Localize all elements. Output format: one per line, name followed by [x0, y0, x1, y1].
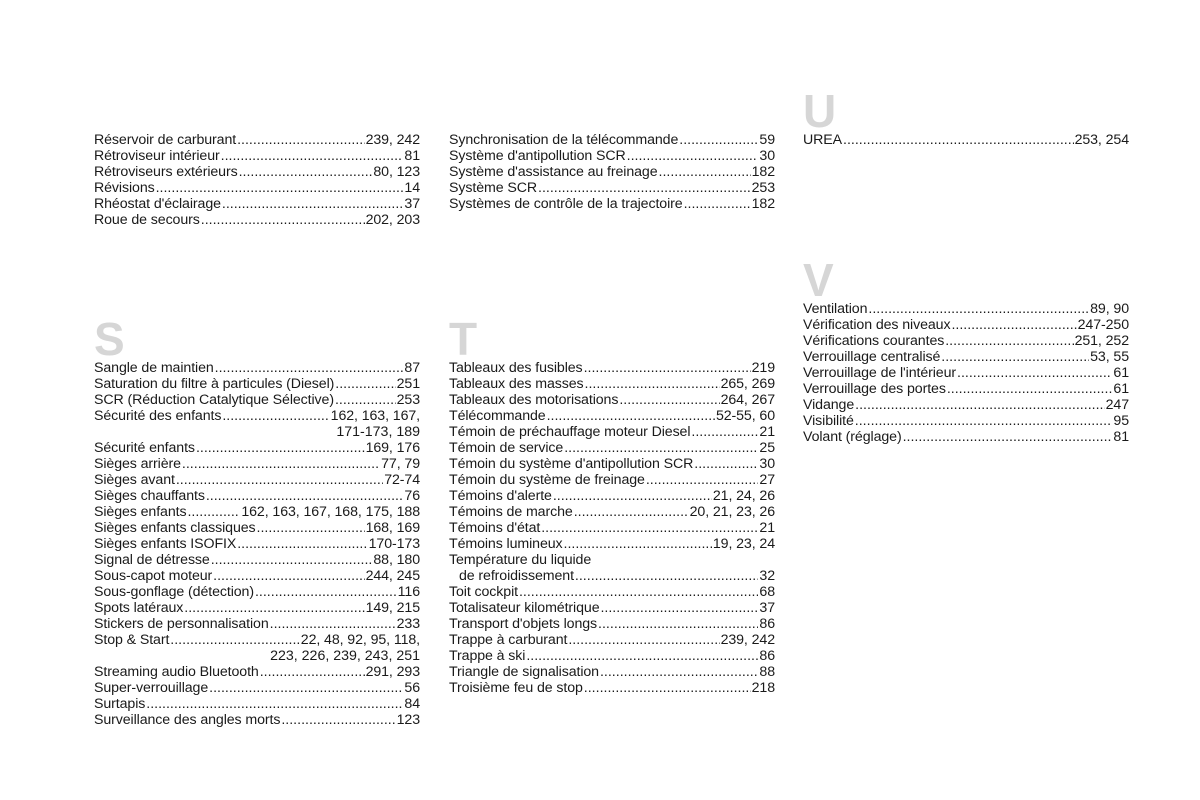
entry-label: Transport d'objets longs	[449, 616, 598, 632]
entry-pages: 265, 269	[720, 376, 775, 392]
entry-pages: 253	[751, 180, 775, 196]
dot-leader	[335, 392, 396, 408]
index-entry	[94, 696, 420, 712]
dot-leader	[156, 180, 404, 196]
dot-leader	[257, 520, 365, 536]
entry-pages: 233	[396, 616, 420, 632]
entry-label: Toit cockpit	[449, 584, 518, 600]
entry-pages: 84	[404, 696, 420, 712]
dot-leader	[335, 376, 395, 392]
dot-leader	[855, 397, 1105, 413]
dot-leader	[146, 696, 403, 712]
index-entry	[94, 680, 420, 696]
index-entry	[94, 520, 420, 536]
entry-label: Totalisateur kilométrique	[449, 600, 600, 616]
dot-leader	[941, 349, 1089, 365]
entry-pages: 21	[759, 424, 775, 440]
entry-label: Température du liquide	[449, 552, 592, 568]
entry-label: Trappe à ski	[449, 648, 526, 664]
entry-label: Système SCR	[449, 180, 537, 196]
entry-pages: 123	[396, 712, 420, 728]
entry-label: Témoin du système d'antipollution SCR	[449, 456, 694, 472]
index-entry	[94, 164, 420, 180]
dot-leader	[585, 376, 720, 392]
entry-pages: 253, 254	[1074, 132, 1129, 148]
entry-label: Spots latéraux	[94, 600, 184, 616]
dot-leader	[187, 504, 240, 520]
entry-label: Sièges chauffants	[94, 488, 205, 504]
index-entry	[94, 616, 420, 632]
entry-pages: 251	[396, 376, 420, 392]
entry-label: Vérification des niveaux	[803, 317, 951, 333]
index-section	[803, 301, 1129, 445]
entry-label: Verrouillage centralisé	[803, 349, 941, 365]
dot-leader	[213, 568, 364, 584]
index-section	[449, 132, 775, 212]
entry-pages: 202, 203	[365, 212, 420, 228]
entry-label: UREA	[803, 132, 843, 148]
entry-label: Roue de secours	[94, 212, 200, 228]
index-entry	[449, 424, 775, 440]
entry-pages: 253	[396, 392, 420, 408]
entry-pages: 21	[759, 520, 775, 536]
entry-pages: 25	[759, 440, 775, 456]
entry-pages-continued: 223, 226, 239, 243, 251	[270, 648, 420, 664]
index-entry	[449, 584, 775, 600]
entry-label: Synchronisation de la télécommande	[449, 132, 679, 148]
entry-pages: 182	[751, 164, 775, 180]
entry-pages: 76	[404, 488, 420, 504]
entry-pages: 14	[404, 180, 420, 196]
entry-label: Révisions	[94, 180, 155, 196]
entry-label: Sièges arrière	[94, 456, 181, 472]
dot-leader	[239, 164, 373, 180]
dot-leader	[553, 488, 712, 504]
entry-pages: 19, 23, 24	[712, 536, 775, 552]
entry-pages: 239, 242	[365, 132, 420, 148]
entry-label: Témoin de service	[449, 440, 564, 456]
index-entry	[94, 712, 420, 728]
dot-leader	[538, 180, 751, 196]
dot-leader	[947, 381, 1113, 397]
entry-pages: 86	[759, 648, 775, 664]
index-entry	[803, 397, 1129, 413]
entry-pages: 291, 293	[365, 664, 420, 680]
index-entry	[449, 568, 775, 584]
index-entry	[94, 664, 420, 680]
dot-leader	[855, 413, 1113, 429]
entry-label: Sécurité enfants	[94, 440, 195, 456]
entry-pages: 247	[1105, 397, 1129, 413]
index-entry	[449, 180, 775, 196]
entry-pages-continued: 171-173, 189	[336, 424, 420, 440]
dot-leader	[694, 456, 758, 472]
entry-pages: 61	[1113, 365, 1129, 381]
entry-pages: 89, 90	[1090, 301, 1129, 317]
dot-leader	[206, 488, 404, 504]
entry-label: Vidange	[803, 397, 855, 413]
index-entry	[803, 317, 1129, 333]
entry-label: Visibilité	[803, 413, 854, 429]
entry-pages: 169, 176	[365, 440, 420, 456]
entry-pages: 53, 55	[1090, 349, 1129, 365]
entry-label: Verrouillage des portes	[803, 381, 946, 397]
entry-label: Sous-capot moteur	[94, 568, 213, 584]
entry-label: Verrouillage de l'intérieur	[803, 365, 957, 381]
dot-leader	[237, 132, 364, 148]
entry-label: Témoins de marche	[449, 504, 573, 520]
entry-label: Ventilation	[803, 301, 868, 317]
index-entry	[449, 376, 775, 392]
index-entry	[449, 520, 775, 536]
index-entry	[449, 552, 775, 568]
entry-label: Système d'antipollution SCR	[449, 148, 626, 164]
entry-label: Réservoir de carburant	[94, 132, 237, 148]
index-entry	[803, 413, 1129, 429]
entry-pages: 30	[759, 148, 775, 164]
index-entry	[803, 429, 1129, 445]
section-letter: T	[449, 313, 478, 365]
dot-leader	[270, 616, 396, 632]
section-letter: V	[803, 254, 834, 306]
dot-leader	[691, 424, 758, 440]
dot-leader	[574, 504, 689, 520]
entry-label: Témoin de préchauffage moteur Diesel	[449, 424, 691, 440]
dot-leader	[281, 712, 395, 728]
index-entry	[449, 648, 775, 664]
index-entry	[449, 164, 775, 180]
entry-label: Tableaux des masses	[449, 376, 584, 392]
entry-label: Télécommande	[449, 408, 546, 424]
index-entry	[94, 488, 420, 504]
entry-label: de refroidissement	[459, 568, 574, 584]
entry-label: Témoins d'état	[449, 520, 541, 536]
entry-pages: 251, 252	[1074, 333, 1129, 349]
dot-leader	[196, 440, 365, 456]
entry-label: Super-verrouillage	[94, 680, 209, 696]
entry-label: Sièges avant	[94, 472, 175, 488]
entry-pages: 21, 24, 26	[712, 488, 775, 504]
index-entry	[449, 632, 775, 648]
dot-leader	[541, 520, 758, 536]
entry-label: Témoins d'alerte	[449, 488, 552, 504]
entry-label: Systèmes de contrôle de la trajectoire	[449, 196, 683, 212]
dot-leader	[679, 132, 758, 148]
dot-leader	[201, 212, 365, 228]
dot-leader	[237, 536, 367, 552]
index-entry	[449, 392, 775, 408]
entry-label: Saturation du filtre à particules (Diesel)	[94, 376, 335, 392]
index-entry	[94, 584, 420, 600]
index-entry	[449, 196, 775, 212]
index-entry	[803, 349, 1129, 365]
entry-label: Surtapis	[94, 696, 146, 712]
dot-leader	[260, 664, 365, 680]
entry-pages: 116	[397, 584, 420, 600]
dot-leader	[184, 600, 364, 616]
dot-leader	[215, 360, 404, 376]
index-entry	[94, 472, 420, 488]
index-section	[94, 360, 420, 728]
index-entry	[449, 504, 775, 520]
index-entry	[94, 568, 420, 584]
entry-pages: 218	[751, 680, 775, 696]
entry-label: Rétroviseur intérieur	[94, 148, 220, 164]
entry-label: Sangle de maintien	[94, 360, 214, 376]
index-entry	[449, 360, 775, 376]
dot-leader	[255, 584, 397, 600]
entry-label: Stop & Start	[94, 632, 170, 648]
index-entry	[803, 381, 1129, 397]
dot-leader	[600, 664, 758, 680]
entry-label: Témoin du système de freinage	[449, 472, 645, 488]
dot-leader	[619, 392, 719, 408]
dot-leader	[568, 632, 719, 648]
entry-label: Stickers de personnalisation	[94, 616, 269, 632]
dot-leader	[176, 472, 383, 488]
index-entry	[449, 472, 775, 488]
index-entry	[449, 664, 775, 680]
index-section	[449, 360, 775, 696]
index-section	[803, 132, 1129, 148]
entry-pages: 219	[751, 360, 775, 376]
entry-pages: 59	[759, 132, 775, 148]
dot-leader	[209, 680, 403, 696]
index-entry	[803, 132, 1129, 148]
entry-pages: 37	[759, 600, 775, 616]
entry-pages: 61	[1113, 381, 1129, 397]
entry-label: Vérifications courantes	[803, 333, 945, 349]
dot-leader	[584, 360, 751, 376]
entry-label: Streaming audio Bluetooth	[94, 664, 259, 680]
entry-label: Tableaux des motorisations	[449, 392, 619, 408]
entry-label: Sécurité des enfants	[94, 408, 222, 424]
entry-pages: 72-74	[384, 472, 420, 488]
index-entry	[449, 440, 775, 456]
entry-label: Rétroviseurs extérieurs	[94, 164, 238, 180]
entry-pages: 162, 163, 167, 168, 175, 188	[241, 504, 420, 520]
index-entry	[449, 536, 775, 552]
index-section	[94, 132, 420, 228]
entry-label: Signal de détresse	[94, 552, 210, 568]
entry-pages: 239, 242	[720, 632, 775, 648]
entry-pages: 81	[1113, 429, 1129, 445]
entry-pages: 247-250	[1077, 317, 1129, 333]
index-entry	[449, 680, 775, 696]
index-entry	[803, 301, 1129, 317]
entry-label: SCR (Réduction Catalytique Sélective)	[94, 392, 334, 408]
entry-label: Surveillance des angles morts	[94, 712, 281, 728]
dot-leader	[182, 456, 380, 472]
dot-leader	[843, 132, 1074, 148]
entry-pages: 80, 123	[373, 164, 420, 180]
entry-pages: 182	[751, 196, 775, 212]
index-entry	[449, 488, 775, 504]
dot-leader	[222, 196, 404, 212]
entry-label: Tableaux des fusibles	[449, 360, 583, 376]
entry-label: Troisième feu de stop	[449, 680, 583, 696]
entry-pages: 244, 245	[365, 568, 420, 584]
index-entry	[803, 365, 1129, 381]
index-entry	[94, 504, 420, 520]
entry-pages: 68	[759, 584, 775, 600]
dot-leader	[222, 408, 329, 424]
dot-leader	[684, 196, 751, 212]
index-entry	[449, 408, 775, 424]
index-entry	[94, 360, 420, 376]
entry-pages: 88	[759, 664, 775, 680]
entry-pages: 95	[1113, 413, 1129, 429]
index-entry	[449, 132, 775, 148]
entry-pages: 22, 48, 92, 95, 118,	[300, 632, 420, 648]
entry-label: Sièges enfants classiques	[94, 520, 256, 536]
entry-pages: 149, 215	[365, 600, 420, 616]
entry-pages: 168, 169	[365, 520, 420, 536]
entry-label: Sièges enfants ISOFIX	[94, 536, 237, 552]
entry-pages: 30	[759, 456, 775, 472]
entry-label: Sièges enfants	[94, 504, 187, 520]
dot-leader	[170, 632, 299, 648]
dot-leader	[564, 440, 758, 456]
index-entry	[94, 632, 420, 648]
section-letter: U	[803, 85, 837, 137]
entry-pages: 170-173	[368, 536, 420, 552]
dot-leader	[584, 680, 751, 696]
index-entry	[94, 392, 420, 408]
dot-leader	[627, 148, 759, 164]
entry-label: Volant (réglage)	[803, 429, 902, 445]
entry-pages: 27	[759, 472, 775, 488]
index-entry	[449, 148, 775, 164]
dot-leader	[221, 148, 404, 164]
entry-pages: 56	[404, 680, 420, 696]
index-entry	[94, 600, 420, 616]
entry-pages: 81	[404, 148, 420, 164]
dot-leader	[600, 600, 758, 616]
entry-label: Témoins lumineux	[449, 536, 563, 552]
dot-leader	[951, 317, 1076, 333]
dot-leader	[957, 365, 1112, 381]
entry-pages: 162, 163, 167,	[330, 408, 420, 424]
index-entry	[449, 456, 775, 472]
entry-pages: 32	[759, 568, 775, 584]
index-entry	[94, 196, 420, 212]
dot-leader	[659, 164, 751, 180]
dot-leader	[646, 472, 759, 488]
entry-pages: 37	[404, 196, 420, 212]
entry-pages: 264, 267	[720, 392, 775, 408]
section-letter: S	[94, 313, 125, 365]
entry-label: Rhéostat d'éclairage	[94, 196, 221, 212]
entry-pages: 20, 21, 23, 26	[689, 504, 775, 520]
index-entry	[94, 536, 420, 552]
dot-leader	[598, 616, 758, 632]
index-entry	[94, 148, 420, 164]
index-entry	[94, 212, 420, 228]
entry-label: Trappe à carburant	[449, 632, 568, 648]
index-entry	[94, 408, 420, 424]
dot-leader	[575, 568, 758, 584]
dot-leader	[547, 408, 715, 424]
entry-label: Sous-gonflage (détection)	[94, 584, 254, 600]
entry-pages: 87	[404, 360, 420, 376]
index-entry	[94, 180, 420, 196]
index-entry	[94, 132, 420, 148]
index-entry	[449, 600, 775, 616]
index-entry	[94, 552, 420, 568]
dot-leader	[945, 333, 1073, 349]
entry-pages: 88, 180	[373, 552, 420, 568]
index-entry	[94, 456, 420, 472]
index-entry	[94, 440, 420, 456]
dot-leader	[526, 648, 758, 664]
index-entry	[94, 376, 420, 392]
dot-leader	[519, 584, 758, 600]
index-entry	[803, 333, 1129, 349]
index-entry	[449, 616, 775, 632]
dot-leader	[211, 552, 373, 568]
entry-label: Système d'assistance au freinage	[449, 164, 658, 180]
entry-pages: 86	[759, 616, 775, 632]
entry-pages: 77, 79	[381, 456, 420, 472]
dot-leader	[903, 429, 1113, 445]
entry-pages: 52-55, 60	[715, 408, 775, 424]
entry-label: Triangle de signalisation	[449, 664, 599, 680]
dot-leader	[868, 301, 1089, 317]
dot-leader	[564, 536, 712, 552]
